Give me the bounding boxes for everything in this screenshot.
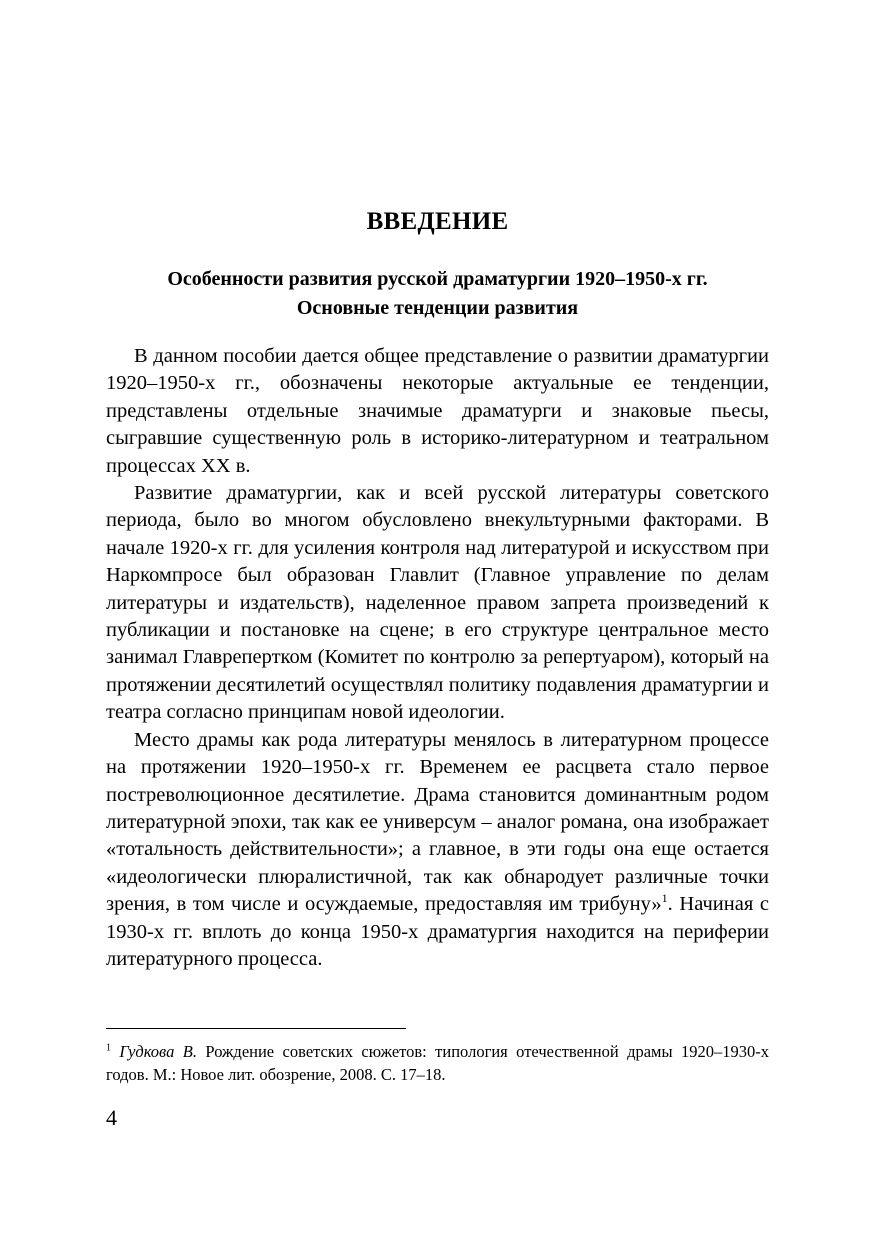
footnote-text: Рождение советских сюжетов: типология отечественной драмы 1920–1930-х годов. М.: Новое лит. обозрение, 2008. С. 17–18. — [106, 1042, 769, 1084]
body-text — [106, 343, 769, 973]
section-title-line-2: Основные тенденции развития — [296, 297, 579, 319]
footnote-divider — [106, 1028, 406, 1029]
footnote-number: 1 — [106, 1042, 111, 1054]
paragraph-2: Развитие драматургии, как и всей русской литературы советского периода, было во многом обусловлено внекультурными факторами. В начале 1920-х гг. для усиления контроля над литературой и искусством при Наркомпросе был образован Главлит (Главное управление по делам литературы и издательств), наделенное правом запрета произведений к публикации и постановке на сцене; в его структуре центральное место занимал Главрепертком (Комитет по контролю за репертуаром), который на протяжении десятилетий осуществлял политику подавления драматургии и театра согласно принципам новой идеологии. — [106, 482, 769, 724]
paragraph-1: В данном пособии дается общее представление о развитии драматургии 1920–1950-х гг., обозначены некоторые актуальные ее тенденции, представлены отдельные значимые драматурги и знаковые пьесы, сыгравшие существенную роль в историко-литературном и театральном процессах ХХ в. — [106, 345, 769, 477]
paragraph-3 — [106, 727, 769, 974]
footnote-author: Гудкова В. — [119, 1042, 197, 1061]
chapter-title: ВВЕДЕНИЕ — [366, 208, 509, 235]
footnote-reference[interactable]: 1 — [661, 891, 668, 906]
paragraph-3-text-before: Место драмы как рода литературы менялось в литературном процессе на протяжении 1920–1950-х гг. Временем ее расцвета стало первое постреволюционное десятилетие. Драма становится доминантным родом литературной эпохи, так как ее универсум – аналог романа, она изображает «тотальность действительности»; а главное, в эти годы она еще остается «идеологически плюралистичной, так как обнародует различные точки зрения, в том числе и осуждаемые, предоставляя им трибуну» — [106, 728, 769, 916]
footnote — [106, 1040, 769, 1086]
page-number: 4 — [106, 1105, 117, 1130]
section-title-line-1: Особенности развития русской драматургии 1920–1950-х гг. — [167, 268, 708, 290]
paragraph-3-text-after: . Начиная с 1930-х гг. вплоть до конца 1950-х драматургия находится на периферии литературного процесса. — [106, 893, 769, 970]
section-title — [106, 265, 769, 323]
book-page — [106, 0, 769, 1240]
